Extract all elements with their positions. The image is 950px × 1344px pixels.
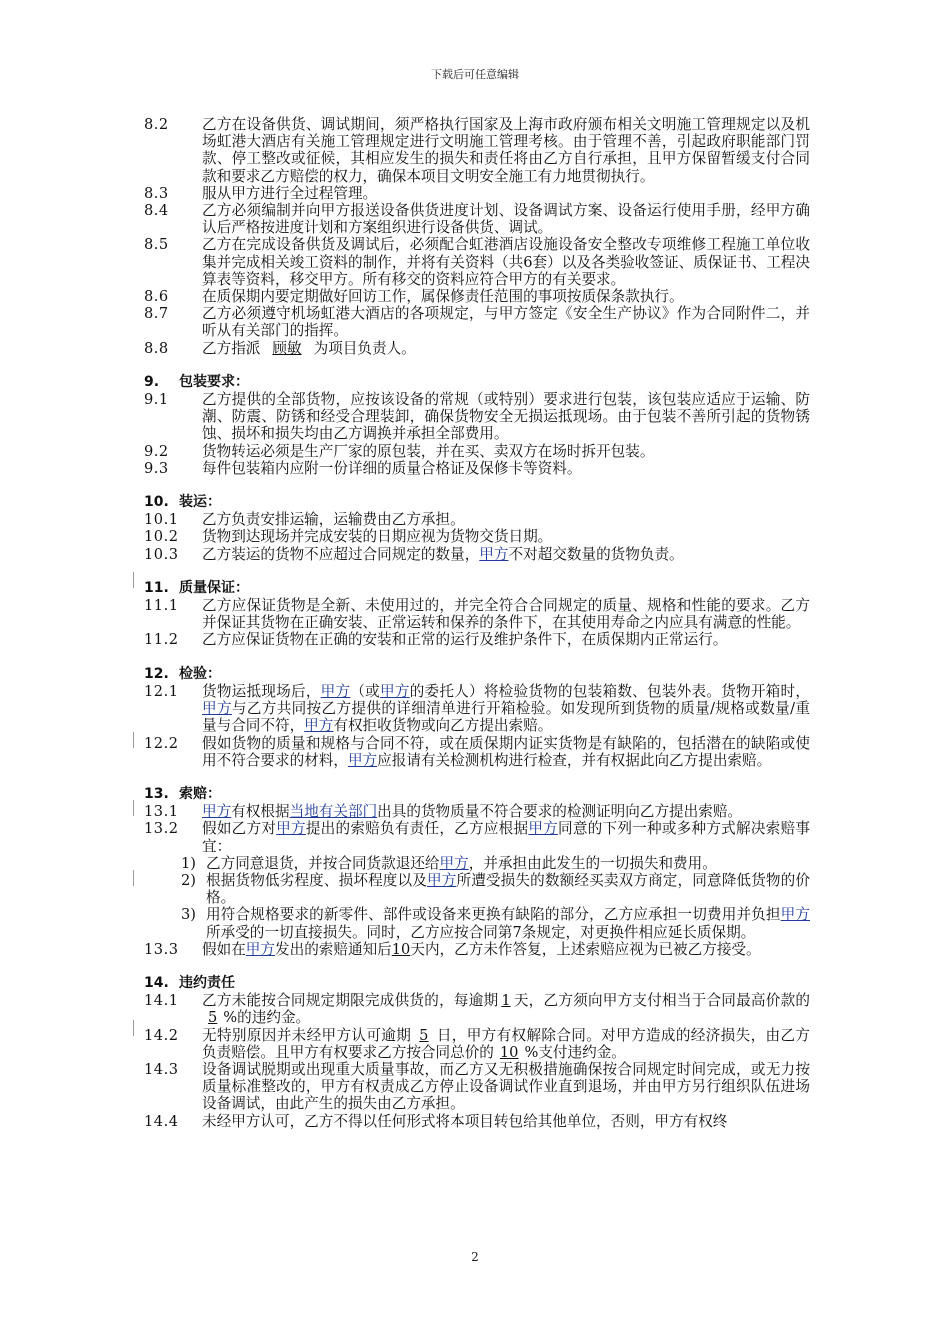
party-a-link[interactable]: 甲方 <box>528 820 559 838</box>
sub-item: 3) 用符合规格要求的新零件、部件或设备来更换有缺陷的部分，乙方应承担一切费用并负担甲方所承受的一切直接损失。同时，乙方应按合同第7条规定，对更换件相应延长质保期。 <box>181 906 810 941</box>
clause-item <box>144 511 810 528</box>
party-a-link[interactable]: 甲方 <box>276 820 306 838</box>
clause-number: 9.2 <box>144 442 169 460</box>
clause-number: 9.3 <box>144 459 169 477</box>
revision-bar <box>133 800 134 816</box>
clause-text: 每件包装箱内应附一份详细的质量合格证及保修卡等资料。 <box>202 459 582 477</box>
clause-number: 10.2 <box>144 528 179 546</box>
clause-item <box>144 528 810 545</box>
clause-text: 货物转运必须是生产厂家的原包装，并在买、卖双方在场时拆开包装。 <box>202 442 655 460</box>
revision-bar <box>133 1020 134 1036</box>
clause-item <box>144 288 810 305</box>
party-a-link[interactable]: 甲方 <box>439 854 469 872</box>
clause-number: 8.3 <box>144 184 169 202</box>
section-heading: 12. 检验： <box>144 665 221 682</box>
sub-item: 2) 根据货物低劣程度、损坏程度以及甲方所遭受损失的数额经买卖双方商定，同意降低货物的价格。 <box>181 871 810 907</box>
clause-number: 10.1 <box>144 511 179 529</box>
clause-item: 14.2 无特别原因并未经甲方认可逾期 5 日，甲方有权解除合同。对甲方造成的经济损失，由乙方负责赔偿。且甲方有权要求乙方按合同总价的 10 %支付违约金。 <box>144 1026 810 1061</box>
clause-text: 乙方在完成设备供货及调试后，必须配合虹港酒店设施设备安全整改专项维修工程施工单位收集并完成相关竣工资料的制作，并将有关资料（共6套）以及各类验收签证、质保证书、工程决算表等资料，移交甲方。所有移交的资料应符合甲方的有关要求。 <box>202 236 810 288</box>
days-value: 5 <box>419 1026 429 1044</box>
clause-item: 14.4 未经甲方认可，乙方不得以任何形式将本项目转包给其他单位，否则，甲方有权终 <box>144 1112 728 1130</box>
revision-bar <box>133 870 134 886</box>
local-authority-link[interactable]: 当地有关部门 <box>289 803 378 821</box>
party-a-link[interactable]: 甲方 <box>380 682 410 700</box>
party-a-link[interactable]: 甲方 <box>320 682 351 700</box>
party-a-link[interactable]: 甲方 <box>479 545 509 563</box>
clause-text: 乙方提供的全部货物，应按该设备的常规（或特别）要求进行包装，该包装应适应于运输、防潮、防震、防锈和经受合理装卸，确保货物安全无损运抵现场。由于包装不善所引起的货物锈蚀、损坏和损失均由乙方调换并承担全部费用。 <box>202 391 810 443</box>
clause-text: 在质保期内要定期做好回访工作，属保修责任范围的事项按质保条款执行。 <box>202 288 684 306</box>
clause-item: 14.1 乙方未能按合同规定期限完成供货的，每逾期 1 天，乙方须向甲方支付相当于合同最高价款的5 %的违约金。 <box>144 992 810 1027</box>
clause-item: 13.2 假如乙方对甲方提出的索赔负有责任，乙方应根据甲方同意的下列一种或多种方式解决索赔事宜： <box>144 820 810 855</box>
percent-value: 5 <box>208 1009 218 1027</box>
percent-value: 10 <box>499 1043 519 1061</box>
page-header: 下载后可任意编辑 <box>431 68 519 81</box>
clause-item <box>144 116 810 185</box>
clause-item: 10.3 乙方装运的货物不应超过合同规定的数量，甲方不对超交数量的货物负责。 <box>144 545 684 563</box>
clause-item: 8.8 乙方指派 顾敏 为项目负责人。 <box>144 339 416 357</box>
clause-number: 8.7 <box>144 305 169 323</box>
clause-text: 货物到达现场并完成安装的日期应视为货物交货日期。 <box>202 528 553 546</box>
clause-item <box>144 391 810 443</box>
revision-bar <box>133 732 134 748</box>
clause-text: 乙方必须编制并向甲方报送设备供货进度计划、设备调试方案、设备运行使用手册，经甲方确认后严格按进度计划和方案组织进行设备供货、调试。 <box>202 202 810 237</box>
clause-item <box>144 185 810 202</box>
clause-8-list <box>144 116 810 340</box>
clause-number: 8.4 <box>144 202 169 220</box>
clause-text: 乙方必须遵守机场虹港大酒店的各项规定，与甲方签定《安全生产协议》作为合同附件二，并听从有关部门的指挥。 <box>202 305 810 340</box>
clause-11-list <box>144 597 810 649</box>
clause-number: 11.2 <box>144 631 179 649</box>
clause-item: 12.2 假如货物的质量和规格与合同不符，或在质保期内证实货物是有缺陷的，包括潜在的缺陷或使用不符合要求的材料，甲方应报请有关检测机构进行检查，并有权据此向乙方提出索赔。 <box>144 734 810 769</box>
party-a-link[interactable]: 甲方 <box>202 803 232 821</box>
clause-item <box>144 305 810 339</box>
clause-text: 乙方负责安排运输，运输费由乙方承担。 <box>202 511 465 529</box>
party-a-link[interactable]: 甲方 <box>202 700 232 718</box>
clause-number: 9.1 <box>144 391 169 409</box>
clause-item <box>144 202 810 236</box>
clause-number: 11.1 <box>144 597 179 615</box>
section-heading: 9. 包装要求： <box>144 373 249 390</box>
clause-item <box>144 443 810 460</box>
clause-number: 8.5 <box>144 236 169 254</box>
clause-10-list <box>144 511 810 545</box>
days-value: 10 <box>391 940 411 958</box>
revision-bar <box>133 572 134 588</box>
document-body <box>144 116 810 1130</box>
clause-9-list <box>144 391 810 477</box>
section-heading: 13. 索赔： <box>144 785 221 802</box>
days-value: 1 <box>501 992 511 1010</box>
clause-text: 乙方在设备供货、调试期间，须严格执行国家及上海市政府颁布相关文明施工管理规定以及机场虹港大酒店有关施工管理规定进行文明施工管理考核。由于管理不善，引起政府职能部门罚款、停工整改或征候，其相应发生的损失和责任将由乙方自行承担，且甲方保留暂缓支付合同款和要求乙方赔偿的权力，确保本项目文明安全施工有力地贯彻执行。 <box>202 116 810 185</box>
party-a-link[interactable]: 甲方 <box>427 871 457 889</box>
section-heading: 11. 质量保证： <box>144 579 249 596</box>
clause-item <box>144 460 810 477</box>
sub-item: 1) 乙方同意退货，并按合同货款退还给甲方，并承担由此发生的一切损失和费用。 <box>181 854 717 872</box>
clause-item <box>144 631 810 648</box>
clause-number: 8.2 <box>144 116 169 133</box>
clause-text: 乙方应保证货物在正确的安装和正常的运行及维护条件下，在质保期内正常运行。 <box>202 631 728 649</box>
project-manager-name: 顾敏 <box>272 339 302 357</box>
clause-item <box>144 597 810 631</box>
party-a-link[interactable]: 甲方 <box>780 906 810 924</box>
clause-item: 14.3 设备调试脱期或出现重大质量事故，而乙方又无积极措施确保按合同规定时间完成，或无力按质量标准整改的，甲方有权责成乙方停止设备调试作业直到退场，并由甲方另行组织队伍进场设备调试，由此产生的损失由乙方承担。 <box>144 1060 810 1113</box>
section-heading: 14. 违约责任 <box>144 974 235 991</box>
party-a-link[interactable]: 甲方 <box>245 940 275 958</box>
page-number: 2 <box>471 1250 479 1264</box>
party-a-link[interactable]: 甲方 <box>347 751 378 769</box>
clause-item: 13.3 假如在甲方发出的索赔通知后10天内，乙方未作答复，上述索赔应视为已被乙方接受。 <box>144 940 761 958</box>
clause-item <box>144 236 810 288</box>
clause-item: 13.1 甲方有权根据当地有关部门出具的货物质量不符合要求的检测证明向乙方提出索赔。 <box>144 803 743 821</box>
section-heading: 10. 装运： <box>144 494 221 511</box>
clause-text: 乙方应保证货物是全新、未使用过的，并完全符合合同规定的质量、规格和性能的要求。乙方并保证其货物在正确安装、正常运转和保养的条件下，在其使用寿命之内应具有满意的性能。 <box>202 597 810 632</box>
clause-text: 服从甲方进行全过程管理。 <box>202 184 378 202</box>
party-a-link[interactable]: 甲方 <box>304 717 334 735</box>
clause-item: 12.1 货物运抵现场后，甲方（或甲方的委托人）将检验货物的包装箱数、包装外表。货物开箱时，甲方与乙方共同按乙方提供的详细清单进行开箱检验。如发现所到货物的质量/规格或数量/重量与合同不符，甲方有权拒收货物或向乙方提出索赔。 <box>144 682 810 735</box>
clause-number: 8.6 <box>144 288 169 306</box>
